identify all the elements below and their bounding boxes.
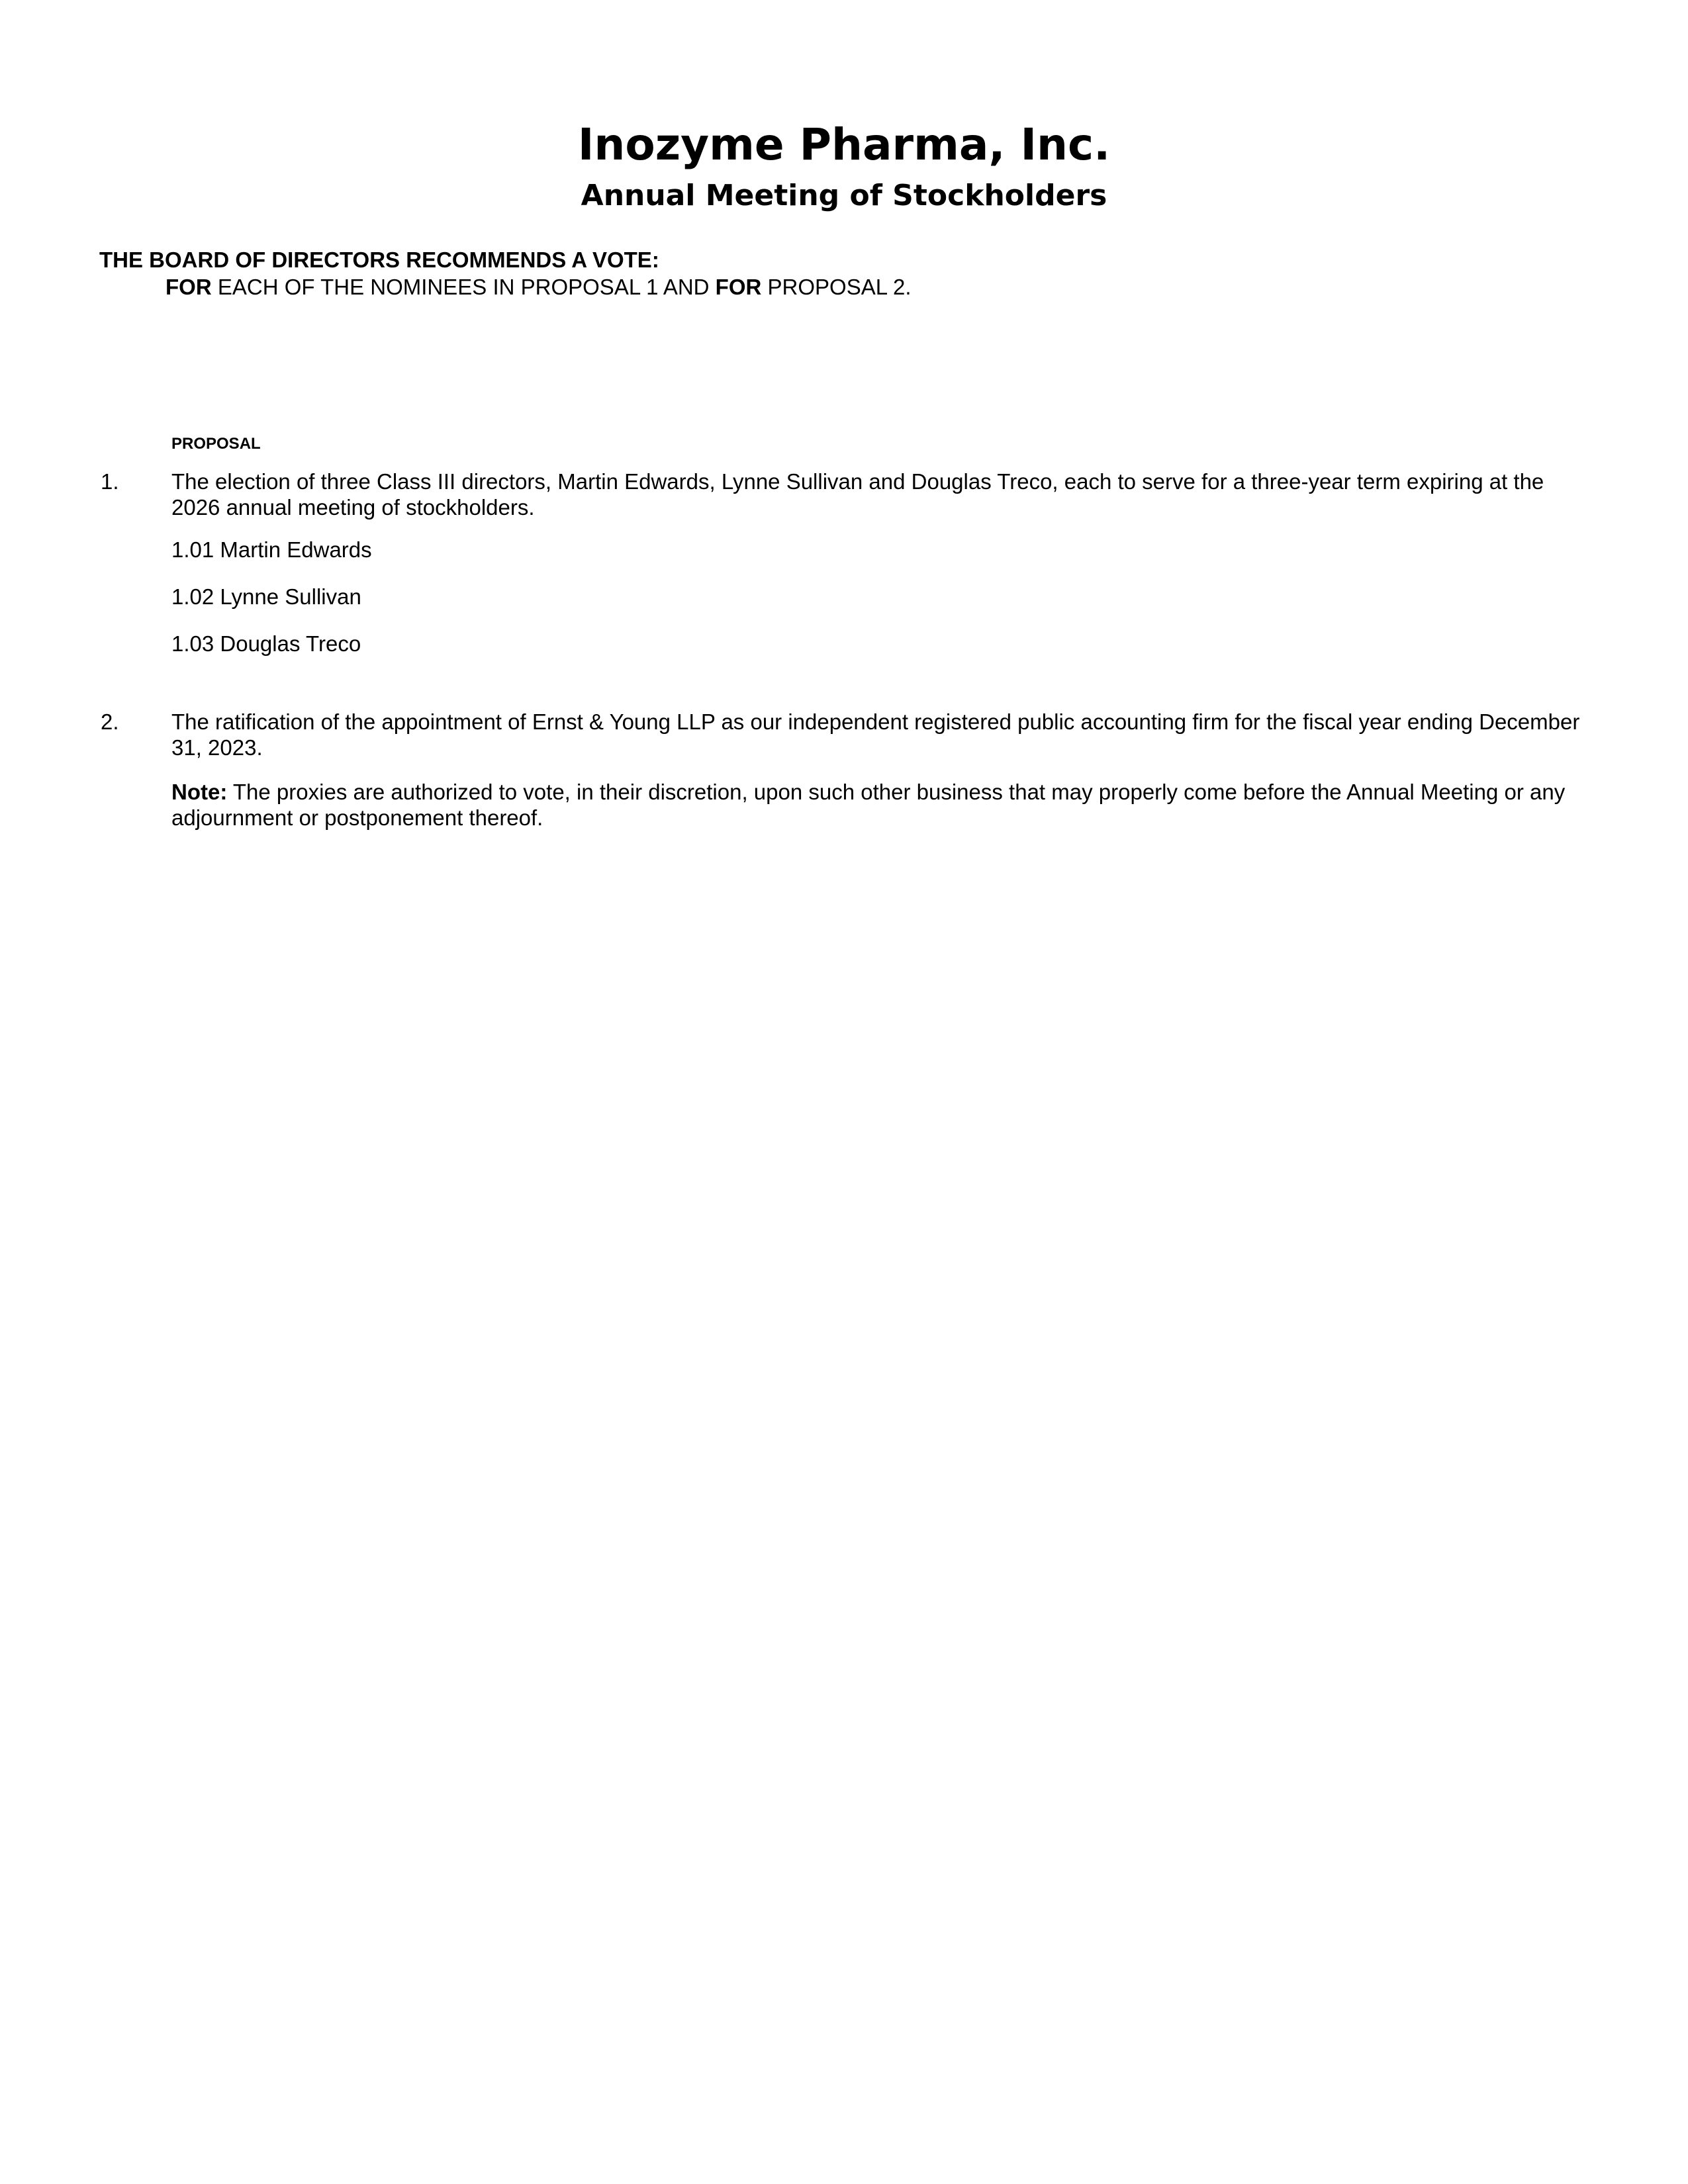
- proposal-2-number: 2.: [101, 709, 119, 734]
- recommendation-heading: THE BOARD OF DIRECTORS RECOMMENDS A VOTE:: [99, 248, 659, 272]
- recommendation-text-1: EACH OF THE NOMINEES IN PROPOSAL 1 AND: [211, 275, 716, 299]
- nominee-martin-edwards: 1.01 Martin Edwards: [171, 537, 372, 562]
- nominee-douglas-treco: 1.03 Douglas Treco: [171, 631, 361, 656]
- recommendation-text-2: PROPOSAL 2.: [761, 275, 912, 299]
- proposal-1-text: The election of three Class III directors, Martin Edwards, Lynne Sullivan and Douglas Treco, each to serve for a three-year term expiring at the 2026 annual meeting of stockholders.: [171, 469, 1544, 520]
- page-subtitle: Annual Meeting of Stockholders: [581, 179, 1107, 212]
- note-text: The proxies are authorized to vote, in their discretion, upon such other business that may properly come before the Annual Meeting or any adjournment or postponement thereof.: [171, 780, 1566, 830]
- page-title: Inozyme Pharma, Inc.: [577, 119, 1111, 170]
- note: [171, 779, 1588, 831]
- nominee-lynne-sullivan: 1.02 Lynne Sullivan: [171, 584, 361, 609]
- proposal-1-number: 1.: [101, 469, 119, 494]
- note-label: Note:: [171, 780, 228, 804]
- for-label-2: FOR: [715, 275, 762, 299]
- for-label-1: FOR: [165, 275, 212, 299]
- proposal-2-text: The ratification of the appointment of Ernst & Young LLP as our independent registered public accounting firm for the fiscal year ending December 31, 2023.: [171, 709, 1580, 760]
- recommendation-line: [165, 273, 912, 301]
- proposal-column-header: PROPOSAL: [171, 435, 261, 453]
